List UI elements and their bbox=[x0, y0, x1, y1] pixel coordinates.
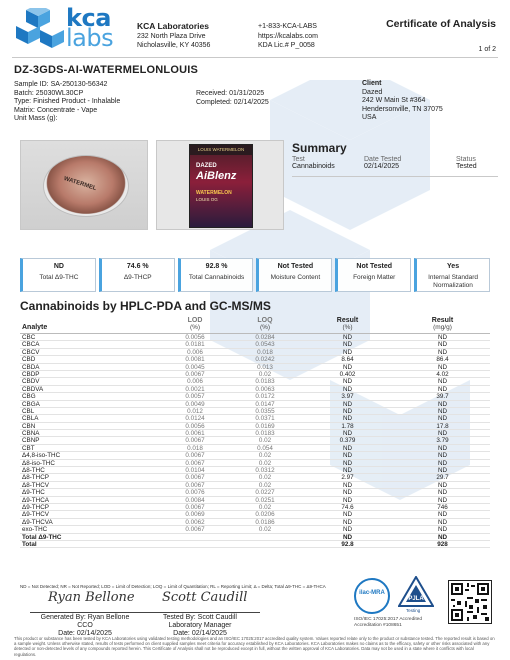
result-box-value: Not Tested bbox=[356, 263, 393, 270]
table-body bbox=[20, 334, 490, 548]
loq-cell: 0.02 bbox=[258, 481, 272, 489]
generated-by-title: CCO bbox=[77, 622, 93, 629]
result-pct-cell: ND bbox=[342, 459, 353, 467]
client-block bbox=[362, 80, 443, 123]
sample-photo bbox=[20, 140, 148, 230]
result-box-foreign-matter bbox=[335, 258, 411, 292]
result-box-total-cannabinoids bbox=[178, 258, 254, 292]
summary-test: Cannabinoids bbox=[292, 163, 335, 170]
lod-cell: 0.0067 bbox=[185, 481, 205, 489]
package-brand: DAZED bbox=[196, 163, 217, 169]
result-pct-cell: ND bbox=[342, 378, 353, 386]
loq-cell: 0.0206 bbox=[255, 511, 275, 519]
result-box-label: Internal Standard Normalization bbox=[428, 274, 478, 289]
result-pct-cell: ND bbox=[342, 334, 353, 341]
summary-date-header: Date Tested bbox=[364, 156, 402, 163]
generated-by-name: Generated By: Ryan Bellone bbox=[40, 614, 130, 621]
result-mg-cell: 17.8 bbox=[436, 422, 449, 430]
tested-by-signature bbox=[140, 590, 260, 638]
lod-cell: 0.0124 bbox=[185, 415, 205, 423]
result-box-value: 74.6 % bbox=[126, 263, 149, 270]
lod-cell: 0.0069 bbox=[185, 511, 205, 519]
result-box-internal-standard bbox=[414, 258, 490, 292]
loq-cell: 0.0169 bbox=[255, 422, 275, 430]
package-top-text: LOUIS WATERMELON bbox=[190, 145, 252, 155]
generated-by-signature bbox=[30, 590, 140, 638]
result-mg-cell: ND bbox=[437, 459, 448, 467]
table-row bbox=[20, 371, 490, 378]
generated-by-script-signature: Ryan Bellone bbox=[48, 590, 135, 605]
table-row bbox=[20, 534, 490, 541]
result-pct-cell: 3.97 bbox=[341, 393, 354, 401]
result-pct-cell: ND bbox=[342, 533, 353, 541]
accreditation-line1: ISO/IEC 17025:2017 Accredited bbox=[354, 617, 422, 622]
lod-cell: 0.0181 bbox=[185, 341, 205, 349]
lab-phone: +1-833-KCA-LABS bbox=[258, 23, 317, 30]
sample-info bbox=[14, 81, 120, 124]
loq-cell: 0.013 bbox=[257, 363, 273, 371]
tested-by-title: Laboratory Manager bbox=[168, 622, 232, 629]
table-row bbox=[20, 386, 490, 393]
package-flavor-2: LOUIS OG bbox=[196, 197, 218, 202]
result-mg-cell: ND bbox=[437, 526, 448, 534]
sample-type: Type: Finished Product - Inhalable bbox=[14, 98, 121, 105]
result-mg-cell: ND bbox=[437, 341, 448, 349]
result-pct-cell: ND bbox=[342, 452, 353, 460]
table-row bbox=[20, 460, 490, 467]
table-row bbox=[20, 445, 490, 452]
tested-by-date: Date: 02/14/2025 bbox=[173, 630, 227, 637]
result-mg-cell: ND bbox=[437, 363, 448, 371]
analyte-cell: CBD bbox=[22, 356, 36, 364]
lod-cell: 0.0056 bbox=[185, 422, 205, 430]
result-mg-cell: 86.4 bbox=[436, 356, 449, 364]
analyte-cell: CBCV bbox=[22, 348, 40, 356]
lab-website[interactable]: https://kcalabs.com bbox=[258, 32, 318, 40]
lab-contact-block bbox=[258, 22, 318, 51]
result-pct-cell: 2.97 bbox=[341, 474, 354, 482]
analyte-cell: Δ4,8-iso-THC bbox=[22, 452, 61, 460]
result-pct-cell: ND bbox=[342, 467, 353, 475]
analyte-cell: CBLA bbox=[22, 415, 39, 423]
result-box-value: Not Tested bbox=[277, 263, 314, 270]
result-box-total-d9-thc bbox=[20, 258, 96, 292]
result-mg-cell: ND bbox=[437, 467, 448, 475]
lod-cell: 0.006 bbox=[187, 348, 203, 356]
lod-cell bbox=[160, 534, 230, 540]
lod-cell: 0.0067 bbox=[185, 474, 205, 482]
lab-name: KCA Laboratories bbox=[137, 21, 209, 31]
table-row bbox=[20, 526, 490, 533]
analyte-cell: CBCA bbox=[22, 341, 40, 349]
lab-address-line2: Nicholasville, KY 40356 bbox=[137, 42, 211, 49]
qr-code-icon[interactable] bbox=[448, 580, 492, 624]
logo-line-1: kca bbox=[66, 4, 111, 32]
table-row bbox=[20, 489, 490, 496]
result-pct-cell: ND bbox=[342, 526, 353, 534]
pjla-logo-text: PJLA bbox=[408, 596, 424, 602]
cannabinoids-section-title: Cannabinoids by HPLC-PDA and GC-MS/MS bbox=[20, 299, 271, 313]
result-mg-cell: ND bbox=[437, 334, 448, 341]
client-address2: Hendersonville, TN 37075 bbox=[362, 105, 443, 113]
result-pct-cell: ND bbox=[342, 363, 353, 371]
table-row bbox=[20, 482, 490, 489]
analyte-cell: exo-THC bbox=[22, 526, 48, 534]
result-box-label: Δ9-THCP bbox=[123, 274, 152, 281]
loq-cell: 0.0172 bbox=[255, 393, 275, 401]
result-box-label: Moisture Content bbox=[270, 274, 321, 281]
lab-address-line1: 232 North Plaza Drive bbox=[137, 33, 206, 40]
result-pct-cell: 0.402 bbox=[339, 370, 356, 378]
accreditation-line2: Accreditation #108651 bbox=[354, 623, 402, 628]
analyte-cell: CBG bbox=[22, 393, 36, 401]
analyte-cell: Δ8-THCV bbox=[22, 481, 49, 489]
lod-cell: 0.0067 bbox=[185, 437, 205, 445]
signature-line bbox=[140, 612, 260, 613]
table-row bbox=[20, 349, 490, 356]
analyte-cell: Δ9-THCVA bbox=[22, 518, 53, 526]
loq-cell: 0.0251 bbox=[255, 496, 275, 504]
lod-cell: 0.0061 bbox=[185, 430, 205, 438]
result-box-value: 92.8 % bbox=[205, 263, 228, 270]
result-pct-cell: ND bbox=[342, 489, 353, 497]
page-number: 1 of 2 bbox=[478, 46, 496, 53]
table-row bbox=[20, 519, 490, 526]
package-flavor: WATERMELON bbox=[196, 190, 232, 196]
loq-cell: 0.0183 bbox=[255, 430, 275, 438]
table-row bbox=[20, 504, 490, 511]
result-summary-boxes bbox=[20, 258, 490, 292]
table-row bbox=[20, 423, 490, 430]
summary-status: Tested bbox=[456, 163, 477, 170]
result-box-value: Yes bbox=[447, 263, 460, 270]
result-mg-cell: 4.02 bbox=[436, 370, 449, 378]
table-row bbox=[20, 511, 490, 518]
lod-cell: 0.012 bbox=[187, 407, 203, 415]
loq-cell: 0.0186 bbox=[255, 518, 275, 526]
analyte-cell: CBC bbox=[22, 334, 36, 341]
table-row bbox=[20, 497, 490, 504]
lod-cell: 0.0062 bbox=[185, 518, 205, 526]
result-mg-cell: ND bbox=[437, 496, 448, 504]
result-mg-cell: ND bbox=[437, 430, 448, 438]
accreditation-text bbox=[354, 617, 444, 629]
result-mg-cell: 746 bbox=[437, 503, 448, 511]
analyte-cell: Δ9-THC bbox=[22, 489, 45, 497]
loq-cell: 0.0147 bbox=[255, 400, 275, 408]
result-pct-cell: 8.64 bbox=[341, 356, 354, 364]
result-pct-cell: ND bbox=[342, 385, 353, 393]
result-mg-cell: ND bbox=[437, 481, 448, 489]
loq-cell bbox=[230, 541, 300, 547]
lod-cell: 0.006 bbox=[187, 378, 203, 386]
summary-status-header: Status bbox=[456, 156, 476, 163]
result-mg-cell: ND bbox=[437, 385, 448, 393]
loq-cell: 0.02 bbox=[258, 437, 272, 445]
table-row bbox=[20, 467, 490, 474]
loq-cell: 0.0242 bbox=[255, 356, 275, 364]
header-loq-label: LOQ bbox=[257, 317, 273, 324]
header-result-mg-unit: (mg/g) bbox=[433, 324, 452, 331]
pjla-subtitle: Testing bbox=[406, 608, 421, 613]
table-row bbox=[20, 356, 490, 363]
result-pct-cell: ND bbox=[342, 511, 353, 519]
logo-line-2: labs bbox=[66, 24, 114, 52]
analyte-cell: Δ8-THC bbox=[22, 467, 45, 475]
result-pct-cell: ND bbox=[342, 444, 353, 452]
loq-cell: 0.0355 bbox=[255, 407, 275, 415]
pjla-logo-icon bbox=[398, 576, 434, 608]
loq-cell: 0.02 bbox=[258, 370, 272, 378]
document-title: Certificate of Analysis bbox=[386, 18, 496, 30]
summary-divider bbox=[292, 176, 498, 177]
result-pct-cell: ND bbox=[342, 407, 353, 415]
analyte-cell: Δ9-THCV bbox=[22, 511, 49, 519]
analyte-cell: Total bbox=[22, 540, 37, 548]
client-title: Client bbox=[362, 80, 382, 87]
loq-cell: 0.0183 bbox=[255, 378, 275, 386]
lab-license: KDA Lic.# P_0058 bbox=[258, 42, 315, 49]
result-pct-cell: ND bbox=[342, 430, 353, 438]
analyte-cell: CBNA bbox=[22, 430, 40, 438]
result-mg-cell: 928 bbox=[437, 540, 448, 548]
result-mg-cell: ND bbox=[437, 415, 448, 423]
table-row bbox=[20, 393, 490, 400]
header-loq bbox=[230, 317, 300, 331]
result-mg-cell: 3.79 bbox=[436, 437, 449, 445]
analyte-cell: Δ9-THCP bbox=[22, 503, 49, 511]
footer-disclaimer: This product or substance has been tested by KCA Laboratories using validated testing methodologies and an ISO/IEC 17025:2017 accredited quality system. Values reported relate only to the product or substance tested. The reported result is based on a sample weight. Unless otherwise stated, results of tests performed on client supplied samples meet criteria for accuracy established by KCA Laboratories. KCA Laboratories makes no claims as to the efficacy, safety or other risks associated with any detected or non-detected levels of any compounds reported herein. This Certificate of Analysis shall not be reproduced except in full, without the written approval of KCA Laboratories. Data may not be used in a state where it conflicts with local regulations. bbox=[14, 636, 495, 657]
ilac-mra-logo bbox=[354, 578, 390, 614]
result-pct-cell: ND bbox=[342, 415, 353, 423]
lod-cell: 0.0104 bbox=[185, 467, 205, 475]
header-result-mg bbox=[395, 317, 490, 331]
result-box-d9-thcp bbox=[99, 258, 175, 292]
result-mg-cell: 29.7 bbox=[436, 474, 449, 482]
summary-date: 02/14/2025 bbox=[364, 163, 400, 170]
result-pct-cell: 1.78 bbox=[341, 422, 354, 430]
analyte-cell: CBT bbox=[22, 444, 35, 452]
client-address1: 242 W Main St #364 bbox=[362, 97, 426, 104]
loq-cell: 0.054 bbox=[257, 444, 273, 452]
lod-cell: 0.0067 bbox=[185, 370, 205, 378]
table-row bbox=[20, 474, 490, 481]
kca-logo-wordmark bbox=[66, 4, 114, 52]
lab-address-block bbox=[137, 22, 210, 50]
table-notes: ND = Not Detected; NR = Not Reported; LOD = Limit of Detection; LOQ = Limit of Quantitation; RL = Reporting Limit; Δ = Delta; Total Δ9-THC = Δ9-THCA bbox=[20, 584, 326, 589]
result-pct-cell: ND bbox=[342, 481, 353, 489]
client-name: Dazed bbox=[362, 88, 383, 96]
table-header bbox=[20, 316, 490, 334]
header-lod-label: LOD bbox=[187, 317, 203, 324]
result-mg-cell: ND bbox=[437, 518, 448, 526]
analyte-cell: Total Δ9-THC bbox=[22, 533, 62, 541]
loq-cell: 0.0284 bbox=[255, 334, 275, 341]
table-row bbox=[20, 401, 490, 408]
sample-unit-mass: Unit Mass (g): bbox=[14, 115, 58, 122]
header-result-pct-label: Result bbox=[336, 317, 359, 324]
header-lod bbox=[160, 317, 230, 331]
result-mg-cell: ND bbox=[437, 489, 448, 497]
tested-by-name: Tested By: Scott Caudill bbox=[163, 614, 237, 621]
result-pct-cell: ND bbox=[342, 518, 353, 526]
loq-cell: 0.02 bbox=[258, 452, 272, 460]
loq-cell: 0.0227 bbox=[255, 489, 275, 497]
analyte-cell: CBDV bbox=[22, 378, 40, 386]
table-row bbox=[20, 334, 490, 341]
lod-cell: 0.0076 bbox=[185, 489, 205, 497]
result-pct-cell: ND bbox=[342, 341, 353, 349]
analyte-cell: CBDP bbox=[22, 370, 40, 378]
result-pct-cell: ND bbox=[342, 496, 353, 504]
lod-cell: 0.0067 bbox=[185, 526, 205, 534]
lod-cell: 0.0067 bbox=[185, 452, 205, 460]
result-mg-cell: ND bbox=[437, 400, 448, 408]
sample-dates bbox=[196, 90, 269, 107]
table-row bbox=[20, 437, 490, 444]
result-pct-cell: 0.379 bbox=[339, 437, 356, 445]
table-row bbox=[20, 452, 490, 459]
analyte-cell: CBDVA bbox=[22, 385, 44, 393]
product-name: DZ-3GDS-AI-WATERMELONLOUIS bbox=[14, 64, 199, 76]
result-mg-cell: ND bbox=[437, 533, 448, 541]
dish-label: WATERMEL bbox=[62, 175, 97, 193]
result-mg-cell: ND bbox=[437, 348, 448, 356]
table-row bbox=[20, 341, 490, 348]
result-pct-cell: 74.6 bbox=[341, 503, 354, 511]
analyte-cell: Δ8-THCP bbox=[22, 474, 49, 482]
header-loq-unit: (%) bbox=[259, 324, 271, 331]
header-divider bbox=[12, 57, 498, 58]
lod-cell: 0.0045 bbox=[185, 363, 205, 371]
analyte-cell: Δ9-THCA bbox=[22, 496, 49, 504]
header-result-pct-unit: (%) bbox=[342, 324, 353, 331]
header-analyte: Analyte bbox=[22, 324, 48, 331]
lod-cell: 0.018 bbox=[187, 444, 203, 452]
lod-cell: 0.0067 bbox=[185, 503, 205, 511]
result-pct-cell: ND bbox=[342, 400, 353, 408]
table-row bbox=[20, 378, 490, 385]
analyte-cell: CBL bbox=[22, 407, 35, 415]
header-result-pct bbox=[300, 317, 395, 331]
loq-cell: 0.02 bbox=[258, 474, 272, 482]
ilac-logo-text: ilac-MRA bbox=[359, 590, 385, 596]
result-box-value: ND bbox=[53, 263, 64, 270]
lod-cell: 0.0021 bbox=[185, 385, 205, 393]
package-product-line: AiBlenz bbox=[196, 170, 237, 182]
result-box-moisture bbox=[256, 258, 332, 292]
package-image bbox=[189, 144, 253, 228]
completed-date: Completed: 02/14/2025 bbox=[196, 98, 269, 106]
lod-cell bbox=[160, 541, 230, 547]
result-box-label: Total Δ9-THC bbox=[39, 274, 79, 281]
header-lod-unit: (%) bbox=[189, 324, 201, 331]
kca-logo-cubes-icon bbox=[12, 8, 64, 52]
result-mg-cell: ND bbox=[437, 378, 448, 386]
result-mg-cell: ND bbox=[437, 452, 448, 460]
analyte-cell: Δ8-iso-THC bbox=[22, 459, 55, 467]
lod-cell: 0.0067 bbox=[185, 459, 205, 467]
table-row bbox=[20, 408, 490, 415]
summary-title: Summary bbox=[292, 141, 347, 155]
sample-id: Sample ID: SA-250130-56342 bbox=[14, 81, 108, 88]
sample-batch: Batch: 25030WL30CP bbox=[14, 89, 84, 97]
loq-cell: 0.02 bbox=[258, 503, 272, 511]
signature-line bbox=[30, 612, 140, 613]
analyte-cell: CBDA bbox=[22, 363, 40, 371]
loq-cell: 0.02 bbox=[258, 526, 272, 534]
loq-cell: 0.0312 bbox=[255, 467, 275, 475]
lod-cell: 0.0049 bbox=[185, 400, 205, 408]
analyte-cell: CBNP bbox=[22, 437, 40, 445]
tested-by-script-signature: Scott Caudill bbox=[162, 590, 248, 605]
result-mg-cell: ND bbox=[437, 444, 448, 452]
sample-matrix: Matrix: Concentrate - Vape bbox=[14, 106, 98, 114]
analyte-cell: CBN bbox=[22, 422, 36, 430]
loq-cell: 0.018 bbox=[257, 348, 273, 356]
lod-cell: 0.0081 bbox=[185, 356, 205, 364]
table-row bbox=[20, 415, 490, 422]
header-result-mg-label: Result bbox=[431, 317, 454, 324]
result-pct-cell: ND bbox=[342, 348, 353, 356]
loq-cell: 0.0543 bbox=[255, 341, 275, 349]
result-mg-cell: 39.7 bbox=[436, 393, 449, 401]
summary-test-header: Test bbox=[292, 156, 305, 163]
cannabinoids-table bbox=[20, 316, 490, 548]
loq-cell bbox=[230, 534, 300, 540]
loq-cell: 0.0371 bbox=[255, 415, 275, 423]
result-pct-cell: 92.8 bbox=[341, 540, 354, 548]
client-country: USA bbox=[362, 114, 377, 121]
table-row bbox=[20, 364, 490, 371]
received-date: Received: 01/31/2025 bbox=[196, 90, 265, 97]
package-photo bbox=[156, 140, 284, 230]
result-box-label: Foreign Matter bbox=[353, 274, 396, 281]
result-mg-cell: ND bbox=[437, 511, 448, 519]
lod-cell: 0.0057 bbox=[185, 393, 205, 401]
loq-cell: 0.02 bbox=[258, 459, 272, 467]
generated-by-date: Date: 02/14/2025 bbox=[58, 630, 112, 637]
result-mg-cell: ND bbox=[437, 407, 448, 415]
lod-cell: 0.0084 bbox=[185, 496, 205, 504]
analyte-cell: CBGA bbox=[22, 400, 40, 408]
result-box-label: Total Cannabinoids bbox=[188, 274, 245, 281]
table-row bbox=[20, 541, 490, 548]
table-row bbox=[20, 430, 490, 437]
loq-cell: 0.0063 bbox=[255, 385, 275, 393]
lod-cell: 0.0056 bbox=[185, 334, 205, 341]
